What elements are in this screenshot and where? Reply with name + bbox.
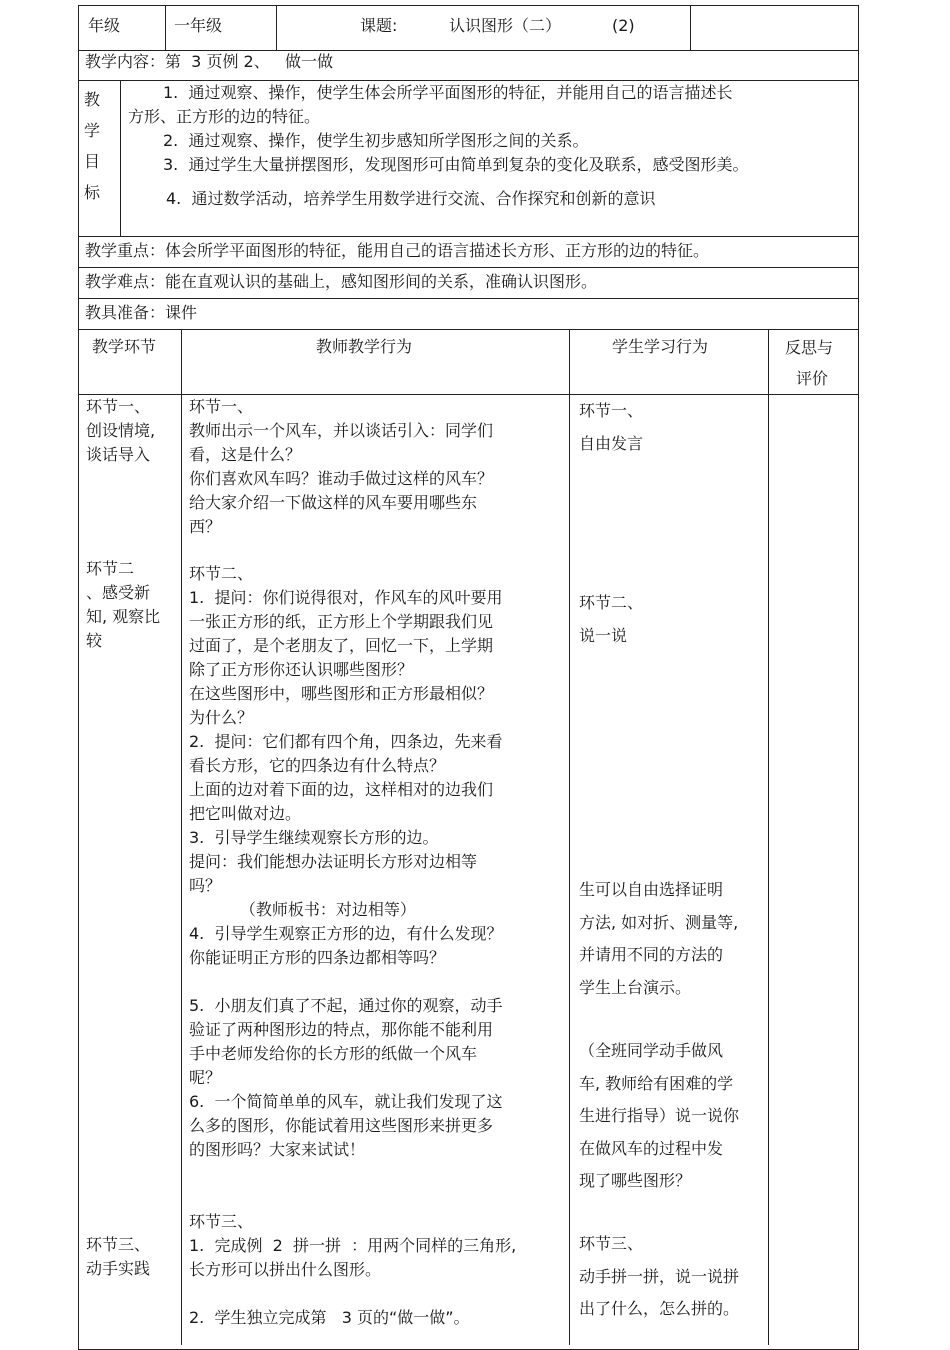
key-points: 教学重点：体会所学平面图形的特征，能用自己的语言描述长方形、正方形的边的特征。 bbox=[85, 241, 710, 260]
student-line: 车, 教师给有困难的学 bbox=[579, 1073, 734, 1093]
topic-value: 认识图形（二） bbox=[449, 16, 562, 35]
teacher-line: 看，这是什么？ bbox=[189, 445, 302, 464]
teacher-line: 2. 学生独立完成第 3 页的“做一做”。 bbox=[189, 1308, 470, 1327]
teacher-line: 手中老师发给你的长方形的纸做一个风车 bbox=[189, 1044, 478, 1063]
student-line: 说一说 bbox=[579, 625, 628, 645]
column-divider bbox=[276, 5, 277, 50]
teacher-line: 呢？ bbox=[189, 1068, 222, 1087]
col-header-teacher: 教师教学行为 bbox=[316, 337, 413, 356]
student-line: 出了什么，怎么拼的。 bbox=[579, 1299, 740, 1318]
difficulties: 教学难点：能在直观认识的基础上，感知图形间的关系，准确认识图形。 bbox=[85, 272, 598, 291]
student-block-4 bbox=[579, 1035, 739, 1198]
teacher-line: 么多的图形，你能试着用这些图形来拼更多 bbox=[189, 1116, 494, 1135]
teacher-line: 长方形可以拼出什么图形。 bbox=[189, 1260, 382, 1279]
objective-item: 方形、正方形的边的特征。 bbox=[128, 107, 321, 126]
row-divider bbox=[78, 329, 859, 330]
student-line: 在做风车的过程中发 bbox=[579, 1138, 724, 1158]
column-divider bbox=[768, 329, 769, 1345]
teacher-line: 把它叫做对边。 bbox=[189, 804, 302, 823]
teacher-line: 1. 完成例 2 拼一拼 ：用两个同样的三角形, bbox=[189, 1236, 517, 1255]
stage-line: 创设情境, bbox=[86, 421, 156, 440]
student-line: 现了哪些图形？ bbox=[579, 1171, 692, 1190]
student-block-5 bbox=[579, 1228, 739, 1326]
teacher-line: 过面了，是个老朋友了，回忆一下，上学期 bbox=[189, 636, 494, 655]
teacher-line: 的图形吗？大家来试试！ bbox=[189, 1140, 366, 1159]
student-line: 环节一、 bbox=[579, 401, 644, 420]
column-divider bbox=[569, 329, 570, 1345]
teacher-line: 1. 提问：你们说得很对，作风车的风叶要用 bbox=[189, 588, 503, 607]
student-line: 生可以自由选择证明 bbox=[579, 880, 724, 899]
stage-line: 环节二 bbox=[86, 559, 135, 578]
col-header-stage: 教学环节 bbox=[92, 337, 157, 356]
student-line: 学生上台演示。 bbox=[579, 977, 692, 997]
objective-item: 1. 通过观察、操作，使学生体会所学平面图形的特征，并能用自己的语言描述长 bbox=[163, 83, 733, 102]
row-divider bbox=[78, 236, 859, 237]
student-line: 自由发言 bbox=[579, 433, 644, 453]
student-block-1 bbox=[579, 395, 643, 460]
student-line: （全班同学动手做风 bbox=[579, 1041, 724, 1060]
column-divider bbox=[165, 5, 166, 50]
col-header-student: 学生学习行为 bbox=[612, 337, 709, 356]
topic-number: (2) bbox=[612, 16, 635, 35]
student-line: 环节二、 bbox=[579, 593, 644, 612]
objectives-label-char: 教 bbox=[84, 90, 101, 109]
teacher-line: 一张正方形的纸，正方形上个学期跟我们见 bbox=[189, 612, 494, 631]
student-line: 方法, 如对折、测量等, bbox=[579, 912, 739, 932]
stage-1 bbox=[86, 395, 155, 467]
objectives-label bbox=[84, 84, 110, 208]
grade-label: 年级 bbox=[88, 16, 121, 35]
stage-line: 较 bbox=[86, 631, 103, 650]
teacher-block-3 bbox=[189, 994, 502, 1162]
teacher-line: 看长方形，它的四条边有什么特点？ bbox=[189, 756, 446, 775]
teacher-line: 在这些图形中，哪些图形和正方形最相似？ bbox=[189, 684, 494, 703]
teacher-line: 上面的边对着下面的边，这样相对的边我们 bbox=[189, 780, 494, 799]
objectives-label-char: 目 bbox=[84, 152, 101, 171]
teacher-line: （教师板书：对边相等） bbox=[189, 900, 416, 919]
column-divider bbox=[120, 80, 121, 236]
topic-label: 课题: bbox=[360, 16, 398, 35]
stage-line: 环节一、 bbox=[86, 397, 151, 416]
stage-line: 知, 观察比 bbox=[86, 607, 161, 626]
row-divider bbox=[78, 298, 859, 299]
teacher-line: 环节三、 bbox=[189, 1212, 254, 1231]
teacher-line: 你们喜欢风车吗？谁动手做过这样的风车？ bbox=[189, 469, 494, 488]
teacher-line: 验证了两种图形边的特点，那你能不能利用 bbox=[189, 1020, 494, 1039]
teacher-line: 除了正方形你还认识哪些图形？ bbox=[189, 660, 414, 679]
student-block-2 bbox=[579, 587, 643, 652]
teacher-line: 2. 提问：它们都有四个角，四条边，先来看 bbox=[189, 732, 503, 751]
teacher-block-5 bbox=[189, 1306, 470, 1330]
teacher-line: 为什么？ bbox=[189, 708, 254, 727]
objectives-label-char: 学 bbox=[84, 121, 101, 140]
objective-item: 4. 通过数学活动，培养学生用数学进行交流、合作探究和创新的意识 bbox=[166, 189, 656, 208]
row-divider bbox=[78, 267, 859, 268]
teacher-line: 5. 小朋友们真了不起，通过你的观察，动手 bbox=[189, 996, 503, 1015]
stage-3 bbox=[86, 1233, 150, 1281]
stage-line: 环节三、 bbox=[86, 1235, 151, 1254]
objectives-label-char: 标 bbox=[84, 183, 101, 202]
teacher-line: 教师出示一个风车，并以谈话引入：同学们 bbox=[189, 421, 494, 440]
stage-line: 动手实践 bbox=[86, 1259, 151, 1278]
teacher-line: 给大家介绍一下做这样的风车要用哪些东 bbox=[189, 493, 478, 512]
column-divider bbox=[181, 329, 182, 1345]
teacher-line: 6. 一个简简单单的风车，就让我们发现了这 bbox=[189, 1092, 503, 1111]
student-block-3 bbox=[579, 874, 738, 1004]
col-header-reflection: 反思与 bbox=[785, 338, 834, 357]
teacher-line: 吗？ bbox=[189, 876, 222, 895]
teacher-block-2 bbox=[189, 562, 502, 970]
teacher-block-4 bbox=[189, 1210, 516, 1282]
teacher-line: 4. 引导学生观察正方形的边，有什么发现？ bbox=[189, 924, 503, 943]
teacher-line: 你能证明正方形的四条边都相等吗？ bbox=[189, 948, 446, 967]
stage-line: 谈话导入 bbox=[86, 445, 151, 464]
objective-item: 2. 通过观察、操作，使学生初步感知所学图形之间的关系。 bbox=[163, 131, 589, 150]
teacher-line: 西？ bbox=[189, 517, 222, 536]
teacher-block-1 bbox=[189, 395, 493, 539]
teacher-line: 环节二、 bbox=[189, 564, 254, 583]
column-divider bbox=[690, 5, 691, 50]
teacher-line: 3. 引导学生继续观察长方形的边。 bbox=[189, 828, 439, 847]
student-line: 并请用不同的方法的 bbox=[579, 945, 724, 964]
teacher-line: 提问：我们能想办法证明长方形对边相等 bbox=[189, 852, 478, 871]
objective-item: 3. 通过学生大量拼摆图形，发现图形可由简单到复杂的变化及联系，感受图形美。 bbox=[163, 155, 749, 174]
stage-line: 、感受新 bbox=[86, 583, 151, 602]
student-line: 环节三、 bbox=[579, 1234, 644, 1253]
teaching-content: 教学内容：第 3 页例 2、 做一做 bbox=[85, 52, 333, 71]
student-line: 生进行指导）说一说你 bbox=[579, 1106, 740, 1125]
tools: 教具准备：课件 bbox=[85, 303, 198, 322]
student-line: 动手拼一拼，说一说拼 bbox=[579, 1266, 740, 1286]
stage-2 bbox=[86, 557, 160, 653]
col-header-reflection: 评价 bbox=[796, 369, 829, 388]
teacher-line: 环节一、 bbox=[189, 397, 254, 416]
grade-value: 一年级 bbox=[174, 16, 223, 35]
